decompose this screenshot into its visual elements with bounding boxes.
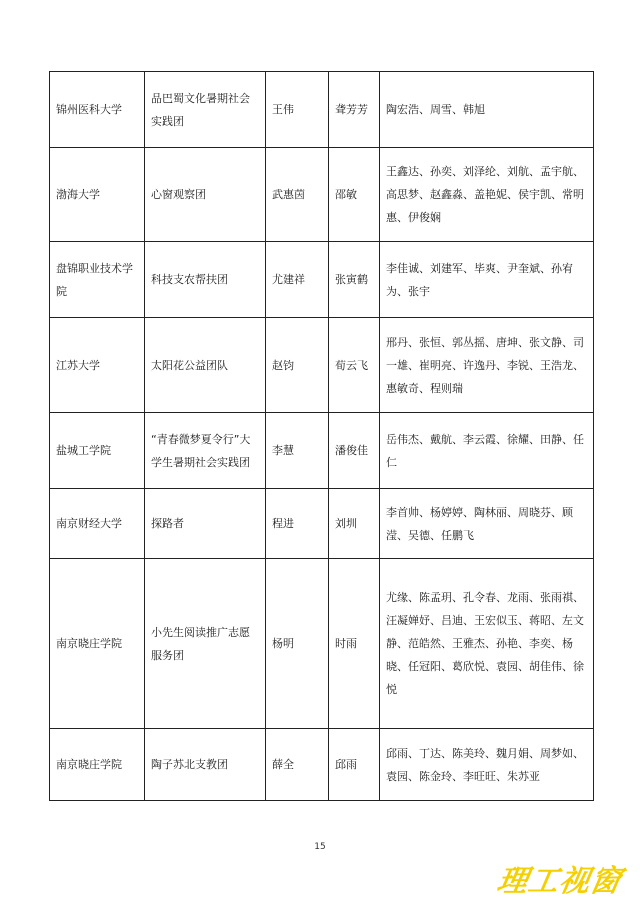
leader-cell: 杨明 bbox=[266, 559, 329, 729]
table-row bbox=[50, 559, 594, 729]
members-cell: 李佳诚、刘建军、毕爽、尹奎斌、孙宥为、张宇 bbox=[380, 242, 594, 318]
members-cell: 王鑫达、孙奕、刘泽纶、刘航、孟宇航、高思梦、赵鑫淼、盖艳妮、侯宇凯、常明惠、伊俊娴 bbox=[380, 148, 594, 242]
leader-cell: 程进 bbox=[266, 489, 329, 559]
university-cell: 渤海大学 bbox=[50, 148, 145, 242]
university-cell: 南京晓庄学院 bbox=[50, 559, 145, 729]
university-cell: 盘锦职业技术学院 bbox=[50, 242, 145, 318]
leader-cell: 尤建祥 bbox=[266, 242, 329, 318]
leader-cell: 赵钧 bbox=[266, 318, 329, 413]
leader-cell: 李慧 bbox=[266, 413, 329, 489]
members-cell: 尤缘、陈孟玥、孔令春、龙雨、张雨祺、汪凝婵妤、吕迪、王宏似玉、蒋昭、左文静、范皓然、王雅杰、孙艳、李奕、杨晓、任冠阳、葛欣悦、袁园、胡佳伟、徐悦 bbox=[380, 559, 594, 729]
members-cell: 岳伟杰、戴航、李云霞、徐耀、田静、任仁 bbox=[380, 413, 594, 489]
university-cell: 锦州医科大学 bbox=[50, 72, 145, 148]
table-body bbox=[50, 72, 594, 801]
table-row bbox=[50, 318, 594, 413]
team-name-cell: 小先生阅读推广志愿服务团 bbox=[145, 559, 266, 729]
leader-cell: 武惠茵 bbox=[266, 148, 329, 242]
table-row bbox=[50, 729, 594, 801]
advisor-cell: 聋芳芳 bbox=[329, 72, 380, 148]
advisor-cell: 邱雨 bbox=[329, 729, 380, 801]
advisor-cell: 邵敏 bbox=[329, 148, 380, 242]
members-cell: 邢丹、张恒、郭丛摇、唐坤、张文静、司一雄、崔明亮、许逸丹、李锐、王浩龙、惠敏奇、程则瑞 bbox=[380, 318, 594, 413]
university-cell: 盐城工学院 bbox=[50, 413, 145, 489]
leader-cell: 薛全 bbox=[266, 729, 329, 801]
table-row bbox=[50, 413, 594, 489]
team-name-cell: 陶子苏北支教团 bbox=[145, 729, 266, 801]
advisor-cell: 刘圳 bbox=[329, 489, 380, 559]
advisor-cell: 张寅鹤 bbox=[329, 242, 380, 318]
university-cell: 江苏大学 bbox=[50, 318, 145, 413]
member-table bbox=[49, 71, 594, 801]
members-cell: 邱雨、丁达、陈美玲、魏月娟、周梦如、袁园、陈金玲、李旺旺、朱苏亚 bbox=[380, 729, 594, 801]
table-row bbox=[50, 72, 594, 148]
team-name-cell: 心窗观察团 bbox=[145, 148, 266, 242]
page-number: 15 bbox=[314, 842, 326, 852]
members-cell: 陶宏浩、周雪、韩旭 bbox=[380, 72, 594, 148]
university-cell: 南京晓庄学院 bbox=[50, 729, 145, 801]
university-cell: 南京财经大学 bbox=[50, 489, 145, 559]
table-row bbox=[50, 148, 594, 242]
advisor-cell: 潘俊佳 bbox=[329, 413, 380, 489]
watermark-logo: 理工视窗 bbox=[494, 864, 625, 899]
team-name-cell: 太阳花公益团队 bbox=[145, 318, 266, 413]
advisor-cell: 荀云飞 bbox=[329, 318, 380, 413]
members-cell: 李首帅、杨婷婷、陶林丽、周晓芬、顾滢、吴德、任鹏飞 bbox=[380, 489, 594, 559]
team-name-cell: “青春微梦夏令行”大学生暑期社会实践团 bbox=[145, 413, 266, 489]
advisor-cell: 时雨 bbox=[329, 559, 380, 729]
team-name-cell: 品巴蜀文化暑期社会实践团 bbox=[145, 72, 266, 148]
leader-cell: 王伟 bbox=[266, 72, 329, 148]
table-row bbox=[50, 242, 594, 318]
table-row bbox=[50, 489, 594, 559]
team-name-cell: 科技支农帮扶团 bbox=[145, 242, 266, 318]
team-name-cell: 探路者 bbox=[145, 489, 266, 559]
